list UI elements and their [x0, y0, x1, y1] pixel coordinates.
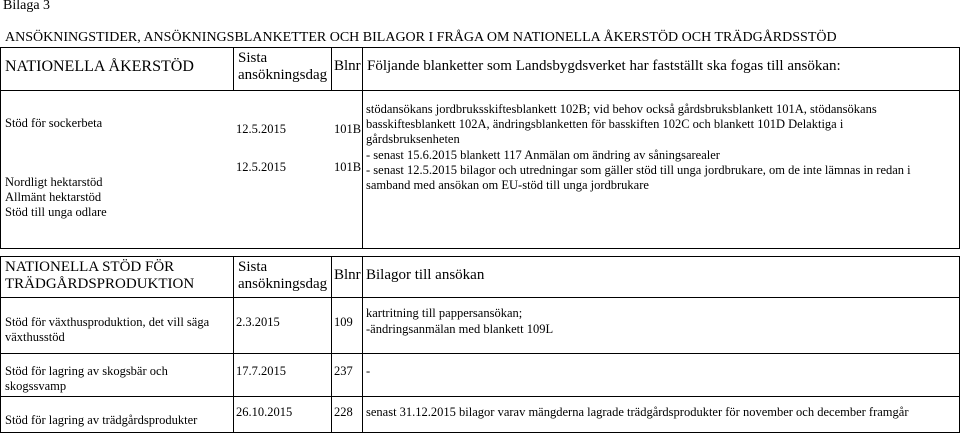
row-support: Allmänt hektarstöd [5, 190, 102, 204]
note-line: - senast 15.6.2015 blankett 117 Anmälan om ändring av såningsarealer [366, 148, 720, 162]
header-deadline-2: ansökningsdag [238, 67, 328, 83]
row-date: 26.10.2015 [236, 405, 293, 419]
row-support: växthusstöd [5, 330, 65, 344]
row-attachment: - [366, 364, 371, 378]
row-support: Stöd för sockerbeta [5, 116, 103, 130]
document-title: ANSÖKNINGSTIDER, ANSÖKNINGSBLANKETTER OCH BILAGOR I FRÅGA OM NATIONELLA ÅKERSTÖD OCH TRÄDGÅRDSSTÖD [5, 30, 837, 45]
header-section: NATIONELLA STÖD FÖR [5, 259, 175, 275]
row-attachment: -ändringsanmälan med blankett 109L [366, 322, 554, 336]
row-support: Stöd för växthusproduktion, det vill säga [5, 315, 210, 329]
note-line: gårdsbruksenheten [366, 132, 460, 146]
note-line: basskiftesblankett 102A, ändringsblanketten för basskiften 102C och blankett 101D Delaktiga i [366, 117, 844, 131]
header-section-2: TRÄDGÅRDSPRODUKTION [5, 276, 195, 292]
header-deadline: Sista [238, 50, 268, 66]
row-blnr: 109 [334, 315, 353, 329]
row-support: Stöd för lagring av trädgårdsprodukter [5, 413, 198, 427]
row-support: skogssvamp [5, 379, 67, 393]
note-line: stödansökans jordbruksskiftesblankett 102B; vid behov också gårdsbruksblankett 101A, stödansökans [366, 102, 877, 116]
note-line: - senast 12.5.2015 bilagor och utredningar som gäller stöd till unga jordbrukare, om de inte lämnas in redan i [366, 163, 911, 177]
header-section: NATIONELLA ÅKERSTÖD [5, 58, 194, 75]
header-blnr: Blnr [334, 58, 361, 74]
row-blnr: 101B [334, 122, 362, 136]
header-deadline: Sista [238, 259, 268, 275]
row-date: 17.7.2015 [236, 364, 286, 378]
header-deadline-2: ansökningsdag [238, 276, 328, 292]
row-blnr: 101B [334, 160, 362, 174]
bilaga-label: Bilaga 3 [3, 0, 51, 13]
row-date: 12.5.2015 [236, 122, 286, 136]
header-blnr: Blnr [334, 267, 361, 283]
row-blnr: 228 [334, 405, 353, 419]
row-date: 12.5.2015 [236, 160, 286, 174]
row-date: 2.3.2015 [236, 315, 280, 329]
header-attachments: Bilagor till ansökan [366, 267, 485, 283]
note-line: samband med ansökan om EU-stöd till unga jordbrukare [366, 178, 649, 192]
row-attachment: senast 31.12.2015 bilagor varav mängderna lagrade trädgårdsprodukter för november och december framgår [366, 405, 909, 419]
row-support: Stöd för lagring av skogsbär och [5, 364, 168, 378]
row-attachment: kartritning till pappersansökan; [366, 306, 523, 320]
row-support: Nordligt hektarstöd [5, 175, 103, 189]
row-support: Stöd till unga odlare [5, 205, 107, 219]
row-blnr: 237 [334, 364, 353, 378]
header-attachments: Följande blanketter som Landsbygdsverket har fastställt ska fogas till ansökan: [367, 58, 841, 74]
